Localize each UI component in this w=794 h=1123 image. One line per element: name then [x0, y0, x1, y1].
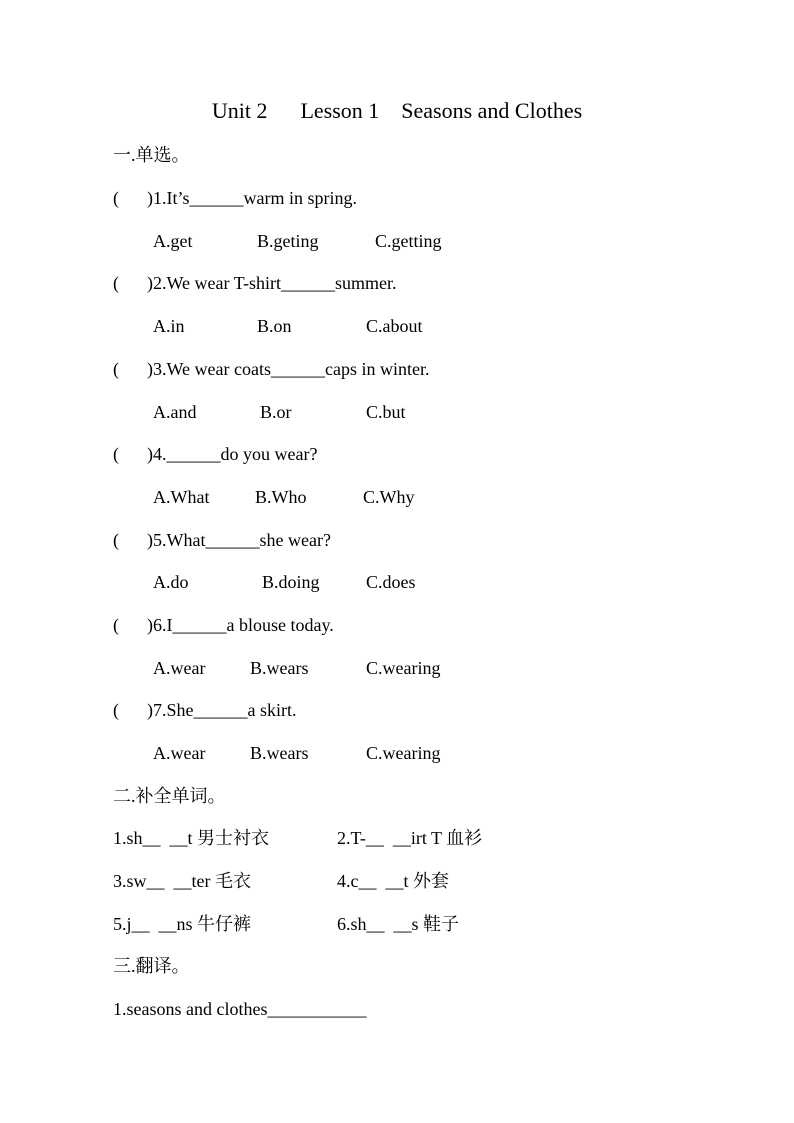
- option-c: C.wearing: [366, 658, 441, 678]
- answer-paren[interactable]: (: [113, 188, 119, 208]
- word-item-3: 3.sw__ __ter 毛衣: [113, 871, 251, 891]
- option-c: C.wearing: [366, 743, 441, 763]
- answer-paren[interactable]: (: [113, 359, 119, 379]
- question-1: [113, 186, 357, 210]
- option-c: C.but: [366, 402, 406, 422]
- option-b: B.doing: [262, 572, 320, 592]
- answer-paren[interactable]: (: [113, 615, 119, 635]
- option-a: A.and: [153, 402, 197, 422]
- question-3: [113, 357, 429, 381]
- section-heading-single-choice: 一.单选。: [113, 145, 190, 165]
- answer-paren[interactable]: (: [113, 530, 119, 550]
- option-b: B.wears: [250, 658, 309, 678]
- option-c: C.getting: [375, 231, 442, 251]
- translate-item-1: 1.seasons and clothes___________: [113, 999, 367, 1019]
- word-item-5: 5.j__ __ns 牛仔裤: [113, 914, 252, 934]
- answer-paren[interactable]: (: [113, 444, 119, 464]
- option-a: A.wear: [153, 743, 206, 763]
- option-b: B.or: [260, 402, 292, 422]
- question-5: [113, 528, 331, 552]
- question-6: [113, 613, 334, 637]
- section-heading-translate: 三.翻译。: [113, 956, 190, 976]
- question-4: [113, 442, 317, 466]
- option-b: B.on: [257, 316, 292, 336]
- option-c: C.does: [366, 572, 416, 592]
- question-2: [113, 271, 397, 295]
- question-text: )4.______do you wear?: [147, 444, 318, 464]
- option-b: B.wears: [250, 743, 309, 763]
- option-b: B.geting: [257, 231, 319, 251]
- word-item-2: 2.T-__ __irt T 血衫: [337, 828, 483, 848]
- option-b: B.Who: [255, 487, 307, 507]
- word-item-4: 4.c__ __t 外套: [337, 871, 449, 891]
- word-item-6: 6.sh__ __s 鞋子: [337, 914, 460, 934]
- question-text: )1.It’s______warm in spring.: [147, 188, 357, 208]
- question-text: )6.I______a blouse today.: [147, 615, 334, 635]
- option-a: A.do: [153, 572, 189, 592]
- answer-paren[interactable]: (: [113, 700, 119, 720]
- option-c: C.Why: [363, 487, 415, 507]
- section-heading-complete-words: 二.补全单词。: [113, 786, 226, 806]
- question-text: )7.She______a skirt.: [147, 700, 297, 720]
- page-title: Unit 2 Lesson 1 Seasons and Clothes: [211, 98, 583, 123]
- option-a: A.What: [153, 487, 210, 507]
- question-text: )3.We wear coats______caps in winter.: [147, 359, 430, 379]
- question-text: )5.What______she wear?: [147, 530, 331, 550]
- answer-paren[interactable]: (: [113, 273, 119, 293]
- option-a: A.get: [153, 231, 193, 251]
- word-item-1: 1.sh__ __t 男士衬衣: [113, 828, 270, 848]
- question-text: )2.We wear T-shirt______summer.: [147, 273, 397, 293]
- question-7: [113, 698, 296, 722]
- option-a: A.wear: [153, 658, 206, 678]
- option-a: A.in: [153, 316, 185, 336]
- option-c: C.about: [366, 316, 423, 336]
